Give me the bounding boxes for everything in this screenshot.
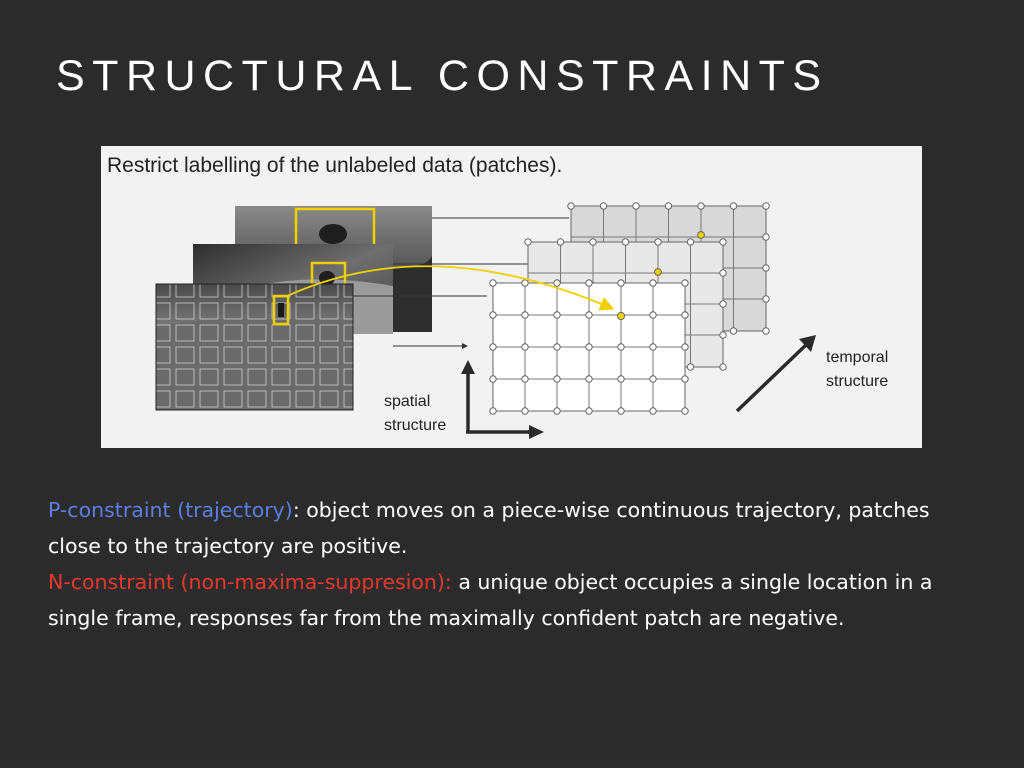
- video-frame-front: [156, 284, 353, 410]
- tracked-patch-back: [698, 232, 705, 239]
- p-constraint-paragraph: [48, 492, 988, 564]
- slide-title: STRUCTURAL CONSTRAINTS: [56, 52, 829, 100]
- figure-illustration: [101, 146, 922, 448]
- figure-panel: [101, 146, 922, 448]
- body-text: [48, 492, 988, 636]
- n-constraint-text: a unique object occupies a single location in a single frame, responses far from the maximally confident patch are negative.: [48, 570, 933, 630]
- n-constraint-label: N-constraint (non-maxima-suppresion):: [48, 570, 452, 594]
- spatial-label-line2: structure: [384, 417, 447, 434]
- tracked-patch-middle: [655, 269, 662, 276]
- spatial-label-line1: spatial: [384, 393, 431, 410]
- n-constraint-paragraph: [48, 564, 988, 636]
- temporal-label-line1: temporal: [826, 349, 889, 366]
- p-constraint-label: P-constraint (trajectory): [48, 498, 293, 522]
- temporal-label-line2: structure: [826, 373, 889, 390]
- figure-caption: Restrict labelling of the unlabeled data (patches).: [107, 154, 563, 177]
- temporal-structure-label: [826, 346, 888, 394]
- temporal-axis-icon: [737, 335, 816, 411]
- p-constraint-text: : object moves on a piece-wise continuous trajectory, patches close to the trajectory are positive.: [48, 498, 930, 558]
- tracked-patch-front: [617, 312, 624, 319]
- spatial-structure-label: [384, 390, 446, 438]
